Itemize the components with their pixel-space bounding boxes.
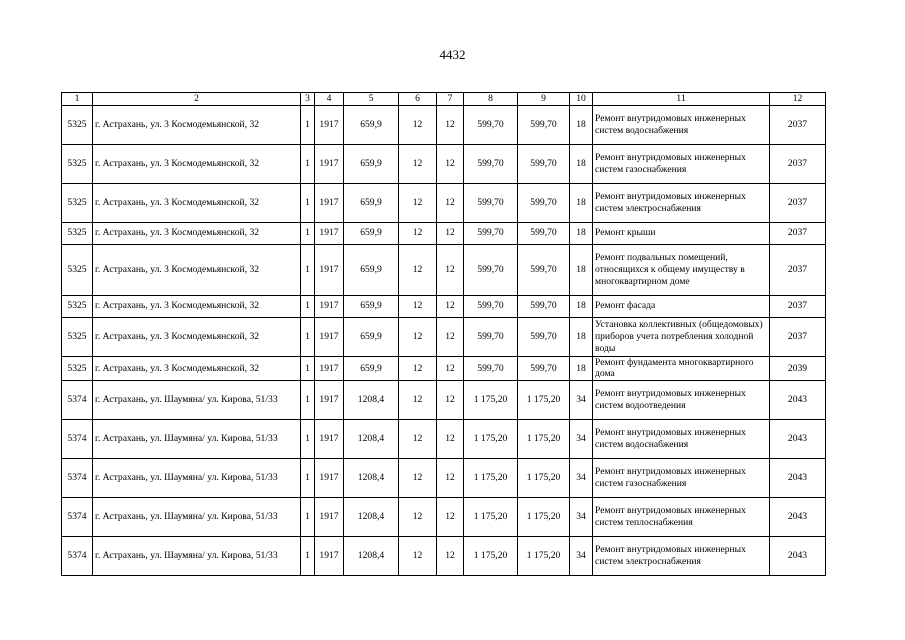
col-7-value-cell: 12 [437,420,464,459]
col-8-value-cell: 599,70 [464,356,518,380]
work-type-cell: Ремонт внутридомовых инженерных систем водоснабжения [593,105,770,144]
col-6-value-cell: 12 [399,144,437,183]
address-cell: г. Астрахань, ул. Шаумяна/ ул. Кирова, 51/33 [93,498,301,537]
table-row [62,105,826,144]
total-area-cell: 1208,4 [344,498,399,537]
col-10-value-cell: 18 [570,356,593,380]
col-9-value-cell: 599,70 [518,356,570,380]
work-type-cell: Установка коллективных (общедомовых) приборов учета потребления холодной воды [593,317,770,356]
total-area-cell: 659,9 [344,222,399,244]
table-row [62,420,826,459]
planned-year-cell: 2043 [770,381,826,420]
address-cell: г. Астрахань, ул. 3 Космодемьянской, 32 [93,144,301,183]
col-6-value-cell: 12 [399,317,437,356]
planned-year-cell: 2037 [770,317,826,356]
registry-table [61,92,826,576]
col-8-value-cell: 599,70 [464,144,518,183]
col-10-value-cell: 18 [570,317,593,356]
col-9-value-cell: 599,70 [518,105,570,144]
col-8-value-cell: 1 175,20 [464,381,518,420]
work-type-cell: Ремонт фасада [593,295,770,317]
year-built-cell: 1917 [315,381,344,420]
building-id-cell: 5325 [62,244,93,295]
col-9-value-cell: 1 175,20 [518,459,570,498]
col-3-value-cell: 1 [301,537,315,576]
col-8-value-cell: 599,70 [464,244,518,295]
col-7-value-cell: 12 [437,295,464,317]
address-cell: г. Астрахань, ул. Шаумяна/ ул. Кирова, 51/33 [93,537,301,576]
address-cell: г. Астрахань, ул. 3 Космодемьянской, 32 [93,222,301,244]
address-cell: г. Астрахань, ул. 3 Космодемьянской, 32 [93,183,301,222]
planned-year-cell: 2037 [770,105,826,144]
column-header: 7 [437,93,464,106]
col-3-value-cell: 1 [301,317,315,356]
col-9-value-cell: 1 175,20 [518,537,570,576]
col-8-value-cell: 1 175,20 [464,459,518,498]
header-row [62,93,826,106]
col-8-value-cell: 1 175,20 [464,498,518,537]
address-cell: г. Астрахань, ул. 3 Космодемьянской, 32 [93,295,301,317]
col-8-value-cell: 599,70 [464,295,518,317]
total-area-cell: 1208,4 [344,537,399,576]
col-7-value-cell: 12 [437,222,464,244]
column-header: 12 [770,93,826,106]
planned-year-cell: 2037 [770,144,826,183]
building-id-cell: 5325 [62,222,93,244]
col-7-value-cell: 12 [437,381,464,420]
building-id-cell: 5325 [62,295,93,317]
planned-year-cell: 2043 [770,420,826,459]
table-row [62,317,826,356]
column-header: 5 [344,93,399,106]
col-7-value-cell: 12 [437,356,464,380]
total-area-cell: 659,9 [344,183,399,222]
total-area-cell: 659,9 [344,244,399,295]
work-type-cell: Ремонт фундамента многоквартирного дома [593,356,770,380]
col-3-value-cell: 1 [301,498,315,537]
col-10-value-cell: 34 [570,537,593,576]
total-area-cell: 1208,4 [344,459,399,498]
work-type-cell: Ремонт внутридомовых инженерных систем водоотведения [593,381,770,420]
table-row [62,222,826,244]
col-7-value-cell: 12 [437,244,464,295]
col-9-value-cell: 599,70 [518,317,570,356]
col-6-value-cell: 12 [399,295,437,317]
col-10-value-cell: 34 [570,459,593,498]
year-built-cell: 1917 [315,317,344,356]
table-row [62,381,826,420]
col-10-value-cell: 18 [570,183,593,222]
column-header: 6 [399,93,437,106]
col-8-value-cell: 599,70 [464,222,518,244]
column-header: 4 [315,93,344,106]
column-header: 9 [518,93,570,106]
building-id-cell: 5374 [62,420,93,459]
planned-year-cell: 2043 [770,498,826,537]
total-area-cell: 659,9 [344,317,399,356]
col-9-value-cell: 599,70 [518,295,570,317]
col-6-value-cell: 12 [399,498,437,537]
planned-year-cell: 2043 [770,537,826,576]
work-type-cell: Ремонт внутридомовых инженерных систем газоснабжения [593,144,770,183]
year-built-cell: 1917 [315,244,344,295]
building-id-cell: 5325 [62,183,93,222]
address-cell: г. Астрахань, ул. 3 Космодемьянской, 32 [93,244,301,295]
address-cell: г. Астрахань, ул. 3 Космодемьянской, 32 [93,105,301,144]
col-10-value-cell: 18 [570,222,593,244]
col-9-value-cell: 599,70 [518,144,570,183]
address-cell: г. Астрахань, ул. Шаумяна/ ул. Кирова, 51/33 [93,420,301,459]
building-id-cell: 5374 [62,381,93,420]
col-9-value-cell: 1 175,20 [518,498,570,537]
column-header: 3 [301,93,315,106]
col-3-value-cell: 1 [301,356,315,380]
planned-year-cell: 2037 [770,183,826,222]
col-3-value-cell: 1 [301,244,315,295]
col-7-value-cell: 12 [437,537,464,576]
work-type-cell: Ремонт внутридомовых инженерных систем электроснабжения [593,537,770,576]
building-id-cell: 5374 [62,459,93,498]
col-8-value-cell: 1 175,20 [464,537,518,576]
table-row [62,144,826,183]
col-3-value-cell: 1 [301,105,315,144]
col-10-value-cell: 18 [570,105,593,144]
col-10-value-cell: 18 [570,144,593,183]
col-9-value-cell: 599,70 [518,244,570,295]
year-built-cell: 1917 [315,356,344,380]
col-3-value-cell: 1 [301,222,315,244]
col-9-value-cell: 599,70 [518,183,570,222]
col-7-value-cell: 12 [437,105,464,144]
col-10-value-cell: 18 [570,295,593,317]
col-10-value-cell: 34 [570,420,593,459]
col-3-value-cell: 1 [301,381,315,420]
col-8-value-cell: 599,70 [464,317,518,356]
year-built-cell: 1917 [315,295,344,317]
year-built-cell: 1917 [315,420,344,459]
col-7-value-cell: 12 [437,317,464,356]
column-header: 8 [464,93,518,106]
address-cell: г. Астрахань, ул. 3 Космодемьянской, 32 [93,317,301,356]
col-9-value-cell: 599,70 [518,222,570,244]
col-7-value-cell: 12 [437,144,464,183]
col-3-value-cell: 1 [301,459,315,498]
col-6-value-cell: 12 [399,183,437,222]
year-built-cell: 1917 [315,222,344,244]
year-built-cell: 1917 [315,183,344,222]
planned-year-cell: 2037 [770,295,826,317]
year-built-cell: 1917 [315,537,344,576]
col-7-value-cell: 12 [437,459,464,498]
total-area-cell: 659,9 [344,356,399,380]
work-type-cell: Ремонт внутридомовых инженерных систем теплоснабжения [593,498,770,537]
table-row [62,459,826,498]
column-header: 2 [93,93,301,106]
col-10-value-cell: 34 [570,381,593,420]
year-built-cell: 1917 [315,459,344,498]
table-row [62,295,826,317]
col-9-value-cell: 1 175,20 [518,381,570,420]
col-3-value-cell: 1 [301,183,315,222]
total-area-cell: 659,9 [344,295,399,317]
column-header: 10 [570,93,593,106]
total-area-cell: 1208,4 [344,381,399,420]
col-6-value-cell: 12 [399,381,437,420]
year-built-cell: 1917 [315,144,344,183]
work-type-cell: Ремонт внутридомовых инженерных систем электроснабжения [593,183,770,222]
col-9-value-cell: 1 175,20 [518,420,570,459]
col-3-value-cell: 1 [301,295,315,317]
table-row [62,498,826,537]
total-area-cell: 659,9 [344,105,399,144]
col-8-value-cell: 1 175,20 [464,420,518,459]
building-id-cell: 5374 [62,498,93,537]
col-6-value-cell: 12 [399,459,437,498]
year-built-cell: 1917 [315,105,344,144]
address-cell: г. Астрахань, ул. Шаумяна/ ул. Кирова, 51/33 [93,459,301,498]
column-header: 11 [593,93,770,106]
page-number: 4432 [439,47,466,62]
total-area-cell: 659,9 [344,144,399,183]
col-8-value-cell: 599,70 [464,105,518,144]
col-6-value-cell: 12 [399,244,437,295]
col-10-value-cell: 18 [570,244,593,295]
planned-year-cell: 2043 [770,459,826,498]
planned-year-cell: 2037 [770,222,826,244]
building-id-cell: 5325 [62,144,93,183]
table-row [62,537,826,576]
col-6-value-cell: 12 [399,420,437,459]
planned-year-cell: 2039 [770,356,826,380]
col-3-value-cell: 1 [301,144,315,183]
col-7-value-cell: 12 [437,498,464,537]
total-area-cell: 1208,4 [344,420,399,459]
work-type-cell: Ремонт подвальных помещений, относящихся к общему имуществу в многоквартирном доме [593,244,770,295]
year-built-cell: 1917 [315,498,344,537]
building-id-cell: 5325 [62,356,93,380]
planned-year-cell: 2037 [770,244,826,295]
col-6-value-cell: 12 [399,105,437,144]
work-type-cell: Ремонт внутридомовых инженерных систем водоснабжения [593,420,770,459]
col-10-value-cell: 34 [570,498,593,537]
address-cell: г. Астрахань, ул. Шаумяна/ ул. Кирова, 51/33 [93,381,301,420]
building-id-cell: 5325 [62,105,93,144]
col-7-value-cell: 12 [437,183,464,222]
building-id-cell: 5325 [62,317,93,356]
col-3-value-cell: 1 [301,420,315,459]
table-row [62,183,826,222]
col-6-value-cell: 12 [399,222,437,244]
work-type-cell: Ремонт внутридомовых инженерных систем газоснабжения [593,459,770,498]
table-row [62,356,826,380]
table-row [62,244,826,295]
col-6-value-cell: 12 [399,537,437,576]
column-header: 1 [62,93,93,106]
col-6-value-cell: 12 [399,356,437,380]
building-id-cell: 5374 [62,537,93,576]
address-cell: г. Астрахань, ул. 3 Космодемьянской, 32 [93,356,301,380]
work-type-cell: Ремонт крыши [593,222,770,244]
col-8-value-cell: 599,70 [464,183,518,222]
